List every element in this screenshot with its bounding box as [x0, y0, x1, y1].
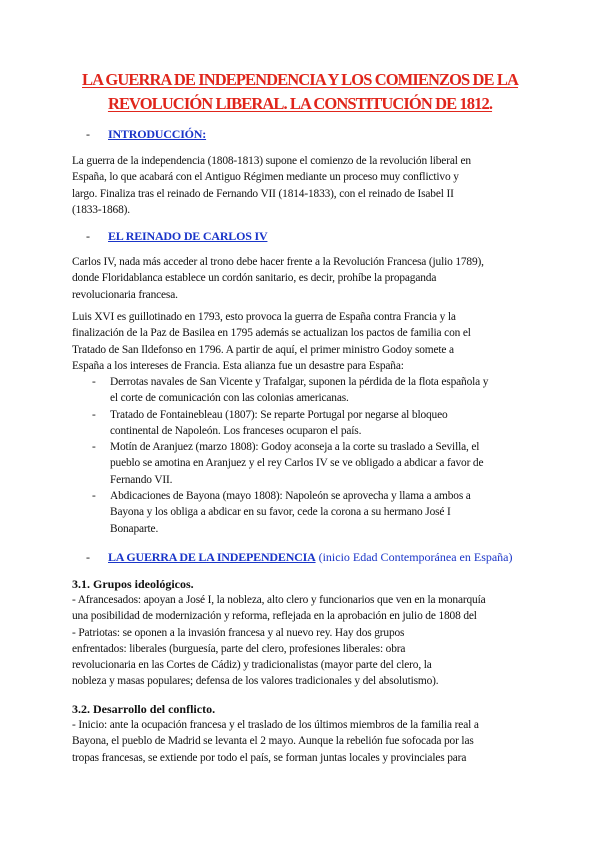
list-item	[92, 374, 532, 407]
text-line: Tratado de Fontainebleau (1807): Se reparte Portugal por negarse al bloqueo	[110, 408, 448, 421]
carlos-iv-link[interactable]: EL REINADO DE CARLOS IV	[108, 229, 268, 243]
text-line: revolucionaria en las Cortes de Cádiz) y tradicionalistas (mayor parte del clero, la	[72, 659, 432, 672]
text-line: Derrotas navales de San Vicente y Trafalgar, suponen la pérdida de la flota española y	[110, 376, 489, 388]
carlos-iv-paragraph-2	[72, 309, 530, 374]
introduccion-paragraph	[72, 153, 530, 218]
text-line: una posibilidad de modernización y reforma, reflejada en la aprobación en julio de 1808 del	[72, 610, 477, 623]
text-line: Motín de Aranjuez (marzo 1808): Godoy aconseja a la corte su traslado a Sevilla, el	[110, 441, 480, 454]
section-3-1-paragraph	[72, 592, 530, 690]
guerra-note: (inicio Edad Contemporánea en España)	[318, 550, 513, 564]
section-heading-guerra	[86, 549, 513, 565]
introduccion-link[interactable]: INTRODUCCIÓN:	[108, 127, 207, 141]
text-line: España a los intereses de Francia. Esta alianza fue un desastre para España:	[72, 359, 404, 372]
text-line: donde Floridablanca establece un cordón sanitario, es decir, prohíbe la propaganda	[72, 272, 437, 285]
page-title	[70, 68, 530, 116]
list-dash: -	[92, 408, 96, 421]
list-dash: -	[92, 376, 96, 388]
list-dash: -	[92, 490, 96, 503]
text-line: Carlos IV, nada más acceder al trono debe hacer frente a la Revolución Francesa (julio 1789),	[72, 256, 484, 268]
text-line: Bayona y los obliga a abdicar en su favor, cede la corona a su hermano José I	[110, 506, 451, 519]
text-line: Abdicaciones de Bayona (mayo 1808): Napoleón se aprovecha y llama a ambos a	[110, 490, 471, 503]
text-line: - Afrancesados: apoyan a José I, la nobleza, alto clero y funcionarios que ven en la monarquía	[72, 594, 486, 606]
text-line: (1833-1868).	[72, 203, 130, 216]
text-line: finalización de la Paz de Basilea en 1795 además se actualizan los pactos de familia con el	[72, 327, 471, 340]
text-line: enfrentados: liberales (burguesía, parte del clero, profesiones liberales: obra	[72, 642, 406, 655]
text-line: España, lo que acabará con el Antiguo Régimen mediante un proceso muy conflictivo y	[72, 171, 459, 184]
guerra-link[interactable]: LA GUERRA DE LA INDEPENDENCIA	[108, 550, 316, 564]
text-line: Tratado de San Ildefonso en 1796. A partir de aquí, el primer ministro Godoy somete a	[72, 343, 454, 356]
text-line: Fernando VII.	[110, 473, 173, 486]
section-heading-introduccion	[86, 126, 206, 142]
text-line: Bayona, el pueblo de Madrid se levanta el 2 mayo. Aunque la rebelión fue sofocada por las	[72, 735, 474, 748]
text-line: continental de Napoleón. Los franceses ocuparon el país.	[110, 424, 362, 437]
list-dash: -	[92, 441, 96, 454]
text-line: pueblo se amotina en Aranjuez y el rey Carlos IV se ve obligado a abdicar a favor de	[110, 457, 484, 470]
text-line: tropas francesas, se extiende por todo el país, se forman juntas locales y provinciales para	[72, 751, 467, 764]
list-item	[92, 407, 532, 440]
page-title-line: LA GUERRA DE INDEPENDENCIA Y LOS COMIENZOS DE LA	[82, 70, 518, 89]
section-3-2-paragraph	[72, 717, 530, 766]
text-line: La guerra de la independencia (1808-1813) supone el comienzo de la revolución liberal en	[72, 155, 471, 167]
list-dash: -	[86, 550, 90, 564]
list-dash: -	[86, 229, 90, 243]
text-line: el corte de comunicación con las colonias americanas.	[110, 392, 349, 405]
section-heading-carlos-iv	[86, 228, 267, 244]
text-line: Bonaparte.	[110, 522, 159, 535]
list-dash: -	[86, 127, 90, 141]
text-line: - Inicio: ante la ocupación francesa y el traslado de los últimos miembros de la familia real a	[72, 719, 479, 731]
list-item	[92, 439, 532, 488]
text-line: revolucionaria francesa.	[72, 288, 178, 301]
page-title-line: REVOLUCIÓN LIBERAL. LA CONSTITUCIÓN DE 1812.	[107, 94, 493, 113]
text-line: nobleza y masas populares; defensa de los valores tradicionales y del absolutismo).	[72, 675, 439, 688]
section-3-1-title: 3.1. Grupos ideológicos.	[72, 577, 194, 591]
text-line: - Patriotas: se oponen a la invasión francesa y al nuevo rey. Hay dos grupos	[72, 626, 405, 639]
list-item	[92, 488, 532, 537]
carlos-iv-paragraph-1	[72, 254, 530, 303]
text-line: Luis XVI es guillotinado en 1793, esto provoca la guerra de España contra Francia y la	[72, 311, 456, 323]
section-3-2-title: 3.2. Desarrollo del conflicto.	[72, 702, 216, 716]
carlos-iv-list	[92, 374, 532, 537]
text-line: largo. Finaliza tras el reinado de Fernando VII (1814-1833), con el reinado de Isabel II	[72, 187, 454, 200]
